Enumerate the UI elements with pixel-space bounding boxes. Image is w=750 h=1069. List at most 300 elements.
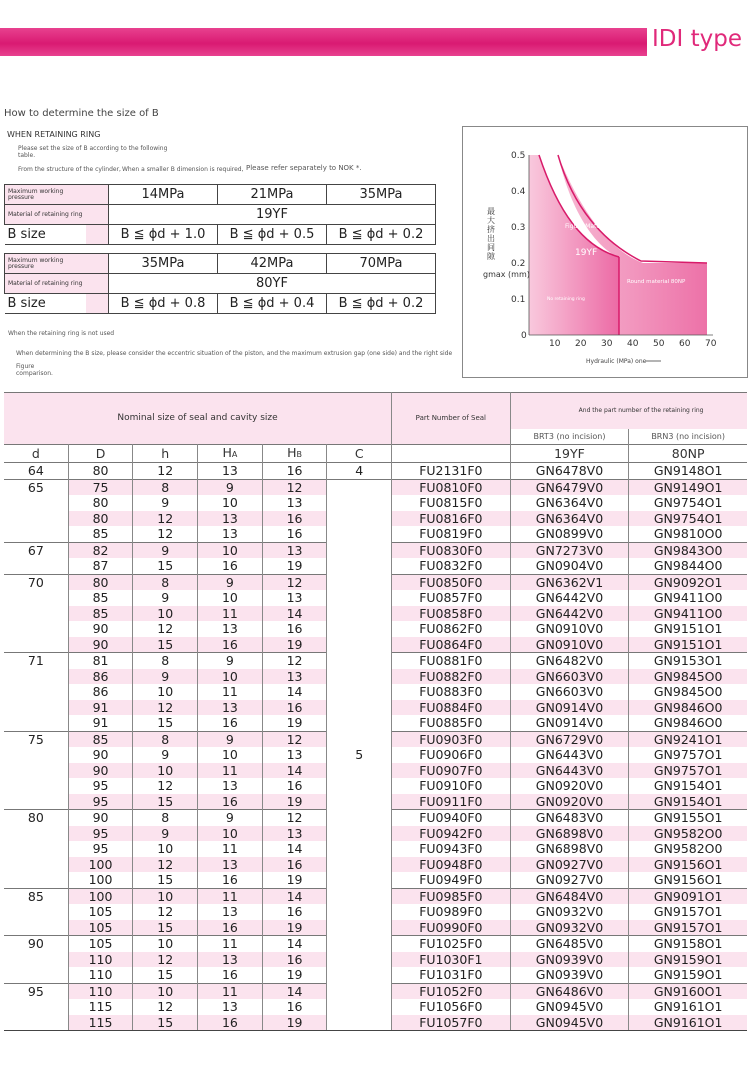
section-title: How to determine the size of B: [4, 108, 159, 119]
cell-ha: 11: [198, 684, 263, 700]
y-axis-label-cn: 最大挤出间隙: [487, 207, 495, 261]
spec-table-2: [4, 253, 436, 314]
cell-part-number: FU0885F0: [392, 715, 511, 731]
cell-brn3: GN9159O1: [653, 967, 723, 983]
x-tick: 40: [627, 339, 639, 349]
label-material: Material of retaining ring: [5, 205, 87, 225]
cell-brn3: GN9092O1: [629, 574, 747, 590]
cell-d: [4, 1015, 68, 1031]
cell-part-number: FU0882F0: [392, 669, 511, 685]
cell-h: 9: [133, 747, 198, 763]
cell-ha: 13: [198, 511, 263, 527]
cell-D: 95: [68, 778, 133, 794]
cell-brt3: GN0932V0: [510, 920, 629, 936]
retaining-title: WHEN RETAINING RING: [7, 130, 101, 139]
cell-brn3: GN9582O0: [653, 841, 723, 857]
cell-part-number: FU1031F0: [392, 967, 511, 983]
y-tick: 0.1: [511, 295, 526, 305]
cell-c: [327, 810, 392, 826]
cell-h: 9: [133, 590, 198, 606]
table-row: [4, 967, 747, 983]
cell-h: 9: [133, 495, 198, 511]
y-tick: 0.4: [511, 187, 526, 197]
bsize-cell: B ≦ ϕd + 0.2: [327, 225, 436, 245]
cell-c: 5: [327, 747, 392, 763]
cell-brt3: GN6482V0: [510, 653, 629, 669]
cell-d: [4, 511, 68, 527]
cell-d: [4, 952, 68, 968]
header-nominal: Nominal size of seal and cavity size: [4, 393, 392, 445]
cell-h: 9: [133, 542, 198, 558]
cell-d: 64: [4, 463, 68, 480]
cell-h: 12: [133, 904, 198, 920]
cell-c: [327, 653, 392, 669]
cell-brt3: GN6483V0: [510, 810, 629, 826]
cell-part-number: FU0884F0: [392, 700, 511, 716]
cell-hb: 19: [262, 967, 327, 983]
extrusion-graph: [462, 126, 748, 378]
cell-d: 95: [4, 983, 68, 999]
cell-brt3: GN6603V0: [510, 684, 629, 700]
cell-D: 75: [68, 479, 133, 495]
label-pressure: Maximum working pressure: [5, 254, 87, 274]
cell-D: 80: [68, 495, 133, 511]
table-row: [4, 637, 747, 653]
cell-h: 15: [133, 794, 198, 810]
cell-D: 105: [68, 936, 133, 952]
table-row: [4, 731, 747, 747]
cell-ha: 16: [198, 1015, 263, 1031]
cell-c: [327, 542, 392, 558]
col-d: d: [4, 445, 68, 463]
cell-d: 85: [4, 888, 68, 904]
x-tick: 30: [601, 339, 613, 349]
cell-part-number: FU0990F0: [392, 920, 511, 936]
cell-c: [327, 558, 392, 574]
mat-brn3: 80NP: [671, 446, 705, 461]
table-row: [4, 526, 747, 542]
cell-d: [4, 999, 68, 1015]
cell-D: 90: [68, 621, 133, 637]
cell-D: 110: [68, 967, 133, 983]
cell-ha: 16: [198, 637, 263, 653]
cell-brt3: GN6484V0: [510, 888, 629, 904]
header-retaining-ring: And the part number of the retaining ring: [510, 393, 747, 429]
pressure-cell: 42MPa: [218, 254, 327, 274]
cell-D: 100: [68, 888, 133, 904]
cell-D: 91: [68, 700, 133, 716]
cell-c: [327, 857, 392, 873]
table-row: [4, 794, 747, 810]
cell-D: 95: [68, 826, 133, 842]
pressure-cell: 21MPa: [218, 185, 327, 205]
col-c: C: [327, 445, 392, 463]
cell-hb: 12: [262, 653, 327, 669]
cell-c: [327, 637, 392, 653]
cell-c: [327, 778, 392, 794]
cell-D: 87: [68, 558, 133, 574]
cell-brt3: GN0932V0: [510, 904, 629, 920]
table-row: [4, 872, 747, 888]
cell-part-number: FU0830F0: [392, 542, 511, 558]
cell-h: 10: [133, 983, 198, 999]
cell-hb: 13: [262, 669, 327, 685]
cell-part-number: FU0949F0: [392, 872, 511, 888]
cell-brt3: GN0914V0: [510, 700, 629, 716]
cell-brn3: GN9156O1: [629, 857, 747, 873]
cell-brt3: GN6364V0: [510, 495, 629, 511]
cell-D: 80: [68, 574, 133, 590]
cell-part-number: FU0942F0: [392, 826, 511, 842]
bsize-cell: B ≦ ϕd + 0.2: [327, 294, 436, 314]
cell-brt3: GN6479V0: [510, 479, 629, 495]
cell-hb: 14: [262, 888, 327, 904]
cell-c: [327, 715, 392, 731]
table-row: [4, 621, 747, 637]
cell-ha: 13: [198, 857, 263, 873]
cell-d: 75: [4, 731, 68, 747]
cell-h: 12: [133, 700, 198, 716]
cell-D: 105: [68, 904, 133, 920]
table-row: [4, 810, 747, 826]
cell-d: [4, 920, 68, 936]
cell-hb: 19: [262, 558, 327, 574]
cell-brt3: GN6603V0: [510, 669, 629, 685]
x-tick: 60: [679, 339, 691, 349]
cell-d: 65: [4, 479, 68, 495]
cell-part-number: FU0989F0: [392, 904, 511, 920]
cell-brn3: GN9754O1: [629, 511, 747, 527]
cell-brn3: GN9846O0: [629, 700, 747, 716]
cell-hb: 19: [262, 637, 327, 653]
cell-D: 100: [68, 872, 133, 888]
cell-ha: 9: [198, 810, 263, 826]
cell-ha: 11: [198, 936, 263, 952]
cell-brn3: GN9846O0: [653, 715, 723, 731]
cell-hb: 13: [262, 747, 327, 763]
label-no-ring: No retaining ring: [547, 297, 585, 302]
cell-d: [4, 763, 68, 779]
cell-part-number: FU0864F0: [392, 637, 511, 653]
table-row: [4, 653, 747, 669]
table-row: [4, 590, 747, 606]
cell-hb: 16: [262, 700, 327, 716]
cell-d: [4, 606, 68, 622]
cell-brn3: GN9845O0: [653, 684, 723, 700]
cell-d: [4, 526, 68, 542]
cell-c: [327, 904, 392, 920]
cell-brn3: GN9757O1: [653, 747, 723, 763]
cell-brn3: GN9844O0: [653, 558, 723, 574]
cell-brt3: GN6485V0: [510, 936, 629, 952]
cell-c: [327, 872, 392, 888]
not-used-note: When the retaining ring is not used: [8, 330, 115, 337]
cell-ha: 10: [198, 495, 263, 511]
cell-hb: 12: [262, 731, 327, 747]
cell-h: 12: [133, 778, 198, 794]
table-row: [4, 1015, 747, 1031]
cell-brt3: GN6729V0: [510, 731, 629, 747]
cell-D: 91: [68, 715, 133, 731]
cell-ha: 16: [198, 967, 263, 983]
cell-ha: 9: [198, 653, 263, 669]
cell-brt3: GN6486V0: [510, 983, 629, 999]
cell-ha: 13: [198, 526, 263, 542]
cell-brn3: GN9154O1: [653, 778, 723, 794]
material-cell: 80YF: [109, 274, 436, 294]
cell-d: [4, 590, 68, 606]
cell-h: 9: [133, 669, 198, 685]
cell-ha: 10: [198, 669, 263, 685]
cell-ha: 16: [198, 872, 263, 888]
pressure-cell: 70MPa: [327, 254, 436, 274]
label-bsize: B size: [5, 225, 87, 245]
mat-brt3: 19YF: [510, 445, 629, 463]
cell-hb: 12: [262, 810, 327, 826]
cell-ha: 13: [198, 778, 263, 794]
table-row: [4, 463, 747, 480]
table-row: [4, 542, 747, 558]
graph-svg: [463, 127, 747, 377]
cell-brt3: GN0920V0: [510, 794, 629, 810]
note-1: Please set the size of B according to the following table.: [18, 145, 168, 159]
cell-ha: 16: [198, 558, 263, 574]
cell-ha: 11: [198, 763, 263, 779]
cell-h: 12: [133, 526, 198, 542]
table-row: [4, 857, 747, 873]
cell-c: [327, 684, 392, 700]
cell-d: 70: [4, 574, 68, 590]
cell-brt3: GN6898V0: [510, 841, 629, 857]
cell-brn3: GN9155O1: [629, 810, 747, 826]
cell-c: [327, 763, 392, 779]
cell-h: 10: [133, 684, 198, 700]
spec-table-1: [4, 184, 436, 245]
cell-c: [327, 936, 392, 952]
pressure-cell: 35MPa: [109, 254, 218, 274]
table-row: [4, 558, 747, 574]
cell-brt3: GN6443V0: [510, 747, 629, 763]
cell-d: [4, 669, 68, 685]
cell-part-number: FU0907F0: [392, 763, 511, 779]
cell-h: 15: [133, 920, 198, 936]
cell-D: 81: [68, 653, 133, 669]
col-hb: HB: [262, 445, 327, 463]
cell-part-number: FU0911F0: [392, 794, 511, 810]
cell-hb: 14: [262, 841, 327, 857]
cell-D: 105: [68, 920, 133, 936]
table-row: [4, 888, 747, 904]
y-tick: 0: [521, 331, 527, 341]
cell-hb: 16: [262, 511, 327, 527]
cell-brn3: GN9757O1: [629, 763, 747, 779]
pressure-cell: 14MPa: [109, 185, 218, 205]
cell-hb: 16: [262, 857, 327, 873]
cell-hb: 13: [262, 590, 327, 606]
table-row: [4, 763, 747, 779]
table-row: [4, 747, 747, 763]
cell-brn3: GN9159O1: [629, 952, 747, 968]
page-title: IDI type: [652, 26, 742, 52]
cell-h: 10: [133, 888, 198, 904]
cell-c: [327, 606, 392, 622]
cell-brn3: GN9160O1: [629, 983, 747, 999]
cell-h: 8: [133, 731, 198, 747]
cell-ha: 10: [198, 542, 263, 558]
cell-h: 8: [133, 810, 198, 826]
cell-brn3: GN9582O0: [629, 826, 747, 842]
cell-d: [4, 794, 68, 810]
cell-brn3: GN9810O0: [653, 526, 723, 542]
note-2: From the structure of the cylinder,: [18, 166, 121, 173]
header-brt3: BRT3 (no incision): [510, 429, 629, 445]
cell-ha: 13: [198, 463, 263, 480]
table-row: [4, 904, 747, 920]
cell-ha: 16: [198, 794, 263, 810]
cell-brn3: GN9156O1: [653, 872, 723, 888]
cell-c: [327, 794, 392, 810]
cell-part-number: FU0910F0: [392, 778, 511, 794]
cell-d: [4, 857, 68, 873]
cell-d: 71: [4, 653, 68, 669]
cell-brn3: GN9241O1: [629, 731, 747, 747]
cell-D: 110: [68, 983, 133, 999]
cell-part-number: FU0903F0: [392, 731, 511, 747]
cell-ha: 13: [198, 999, 263, 1015]
header-part-number: Part Number of Seal: [392, 393, 511, 445]
cell-D: 86: [68, 684, 133, 700]
cell-brt3: GN0910V0: [510, 637, 629, 653]
bsize-cell: B ≦ ϕd + 0.5: [218, 225, 327, 245]
cell-part-number: FU0881F0: [392, 653, 511, 669]
cell-d: [4, 904, 68, 920]
cell-ha: 10: [198, 747, 263, 763]
cell-brn3: GN9158O1: [629, 936, 747, 952]
cell-c: [327, 621, 392, 637]
cell-D: 95: [68, 794, 133, 810]
cell-part-number: FU1057F0: [392, 1015, 511, 1031]
cell-brt3: GN0945V0: [510, 1015, 629, 1031]
cell-brn3: GN9411O0: [629, 606, 747, 622]
cell-part-number: FU0850F0: [392, 574, 511, 590]
table-row: [4, 606, 747, 622]
cell-h: 8: [133, 653, 198, 669]
cell-c: [327, 952, 392, 968]
cell-brt3: GN6442V0: [510, 590, 629, 606]
cell-D: 90: [68, 747, 133, 763]
cell-D: 85: [68, 731, 133, 747]
cell-hb: 19: [262, 920, 327, 936]
y-tick: 0.3: [511, 223, 526, 233]
cell-brn3: GN9754O1: [653, 495, 723, 511]
cell-c: [327, 1015, 392, 1031]
cell-d: [4, 826, 68, 842]
cell-hb: 12: [262, 574, 327, 590]
cell-brt3: GN0945V0: [510, 999, 629, 1015]
cell-brn3: GN9151O1: [653, 621, 723, 637]
label-bsize: B size: [5, 294, 87, 314]
note-3: When a smaller B dimension is required,: [122, 166, 244, 173]
cell-part-number: FU0943F0: [392, 841, 511, 857]
col-D: D: [68, 445, 133, 463]
cell-D: 100: [68, 857, 133, 873]
cell-brt3: GN6443V0: [510, 763, 629, 779]
cell-d: [4, 747, 68, 763]
label-80np: Round material 80NP: [627, 279, 686, 285]
cell-part-number: FU0858F0: [392, 606, 511, 622]
cell-ha: 11: [198, 888, 263, 904]
cell-D: 85: [68, 590, 133, 606]
header-bar: [0, 28, 647, 56]
table-row: [4, 495, 747, 511]
cell-brn3: GN9151O1: [629, 637, 747, 653]
cell-hb: 16: [262, 463, 327, 480]
cell-h: 15: [133, 872, 198, 888]
cell-hb: 13: [262, 495, 327, 511]
cell-hb: 16: [262, 952, 327, 968]
y-axis-label: gmax (mm): [483, 270, 530, 279]
cell-d: [4, 778, 68, 794]
cell-d: 80: [4, 810, 68, 826]
cell-hb: 19: [262, 872, 327, 888]
cell-hb: 16: [262, 526, 327, 542]
cell-brt3: GN0914V0: [510, 715, 629, 731]
cell-brt3: GN0899V0: [510, 526, 629, 542]
cell-part-number: FU0906F0: [392, 747, 511, 763]
cell-brt3: GN6898V0: [510, 826, 629, 842]
cell-h: 9: [133, 826, 198, 842]
cell-D: 110: [68, 952, 133, 968]
cell-h: 15: [133, 637, 198, 653]
cell-D: 80: [68, 511, 133, 527]
cell-h: 12: [133, 952, 198, 968]
table-row: [4, 669, 747, 685]
cell-c: [327, 495, 392, 511]
cell-h: 8: [133, 574, 198, 590]
cell-d: [4, 621, 68, 637]
cell-brn3: GN9149O1: [629, 479, 747, 495]
cell-brt3: GN0904V0: [510, 558, 629, 574]
cell-h: 15: [133, 558, 198, 574]
cell-part-number: FU0815F0: [392, 495, 511, 511]
cell-hb: 13: [262, 826, 327, 842]
cell-ha: 16: [198, 715, 263, 731]
cell-h: 15: [133, 1015, 198, 1031]
cell-D: 85: [68, 526, 133, 542]
cell-h: 10: [133, 841, 198, 857]
cell-d: [4, 637, 68, 653]
cell-ha: 11: [198, 606, 263, 622]
cell-brn3: GN9411O0: [653, 590, 723, 606]
note-5: When determining the B size, please consider the eccentric situation of the piston, and the maximum extrusion gap (one side) and the right side: [16, 350, 453, 357]
cell-d: [4, 715, 68, 731]
cell-ha: 13: [198, 904, 263, 920]
table-row: [4, 999, 747, 1015]
y-tick-group: [511, 151, 527, 341]
cell-hb: 12: [262, 479, 327, 495]
cell-hb: 14: [262, 983, 327, 999]
table-row: [4, 684, 747, 700]
cell-brn3: GN9161O1: [653, 999, 723, 1015]
seal-size-table: [4, 392, 747, 1031]
cell-h: 12: [133, 463, 198, 480]
cell-d: [4, 872, 68, 888]
cell-brn3: GN9845O0: [629, 669, 747, 685]
cell-c: [327, 511, 392, 527]
cell-hb: 14: [262, 936, 327, 952]
pressure-cell: 35MPa: [327, 185, 436, 205]
cell-D: 82: [68, 542, 133, 558]
